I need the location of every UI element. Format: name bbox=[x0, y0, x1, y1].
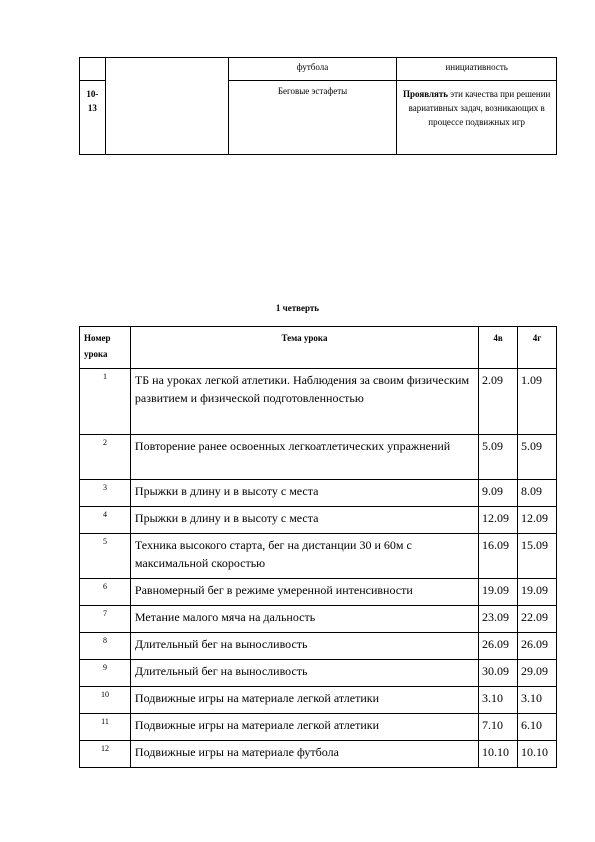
row-date-4v: 9.09 bbox=[479, 480, 518, 507]
row-date-4g: 6.10 bbox=[518, 714, 557, 741]
row-num: 2 bbox=[80, 435, 131, 480]
row-num: 7 bbox=[80, 606, 131, 633]
table-cell bbox=[397, 81, 557, 155]
row-topic: Прыжки в длину и в высоту с места bbox=[130, 480, 478, 507]
row-topic: Повторение ранее освоенных легкоатлетических упражнений bbox=[130, 435, 478, 480]
table-cell-num: 10- 13 bbox=[80, 81, 106, 155]
row-num: 8 bbox=[80, 633, 131, 660]
row-topic: Подвижные игры на материале футбола bbox=[130, 741, 478, 768]
row-date-4v: 3.10 bbox=[479, 687, 518, 714]
header-4v: 4в bbox=[479, 327, 518, 369]
row-num: 9 bbox=[80, 660, 131, 687]
table-row bbox=[80, 369, 557, 435]
table-row bbox=[80, 606, 557, 633]
row-date-4g: 29.09 bbox=[518, 660, 557, 687]
row-date-4v: 2.09 bbox=[479, 369, 518, 435]
table-row bbox=[80, 507, 557, 534]
table-row bbox=[80, 633, 557, 660]
table-header-row bbox=[80, 327, 557, 369]
row-date-4g: 22.09 bbox=[518, 606, 557, 633]
row-topic: Подвижные игры на материале легкой атлетики bbox=[130, 714, 478, 741]
row-date-4g: 3.10 bbox=[518, 687, 557, 714]
row-topic: Длительный бег на выносливость bbox=[130, 660, 478, 687]
table-cell bbox=[80, 58, 106, 81]
row-date-4v: 26.09 bbox=[479, 633, 518, 660]
row-date-4g: 12.09 bbox=[518, 507, 557, 534]
row-date-4v: 30.09 bbox=[479, 660, 518, 687]
row-date-4g: 15.09 bbox=[518, 534, 557, 579]
table-cell: футбола bbox=[228, 58, 397, 81]
row-topic: Длительный бег на выносливость bbox=[130, 633, 478, 660]
table-row bbox=[80, 480, 557, 507]
table-row bbox=[80, 534, 557, 579]
row-num: 12 bbox=[80, 741, 131, 768]
row-date-4g: 1.09 bbox=[518, 369, 557, 435]
row-date-4g: 26.09 bbox=[518, 633, 557, 660]
table-row bbox=[80, 435, 557, 480]
table-row bbox=[80, 741, 557, 768]
row-num: 3 bbox=[80, 480, 131, 507]
table-cell bbox=[105, 58, 228, 155]
row-topic: ТБ на уроках легкой атлетики. Наблюдения за своим физическим развитием и физической подготовленностью bbox=[130, 369, 478, 435]
cell-text: эти качества при решении вариативных задач, возникающих в процессе подвижных игр bbox=[408, 89, 551, 127]
table-cell: инициативность bbox=[397, 58, 557, 81]
row-date-4v: 23.09 bbox=[479, 606, 518, 633]
header-topic: Тема урока bbox=[130, 327, 478, 369]
row-date-4g: 19.09 bbox=[518, 579, 557, 606]
table-row bbox=[80, 687, 557, 714]
row-date-4v: 10.10 bbox=[479, 741, 518, 768]
lessons-table bbox=[79, 326, 557, 768]
header-4g: 4г bbox=[518, 327, 557, 369]
row-num: 4 bbox=[80, 507, 131, 534]
table-row bbox=[80, 579, 557, 606]
row-date-4g: 8.09 bbox=[518, 480, 557, 507]
row-num: 6 bbox=[80, 579, 131, 606]
row-num: 1 bbox=[80, 369, 131, 435]
row-topic: Равномерный бег в режиме умеренной интенсивности bbox=[130, 579, 478, 606]
row-date-4v: 7.10 bbox=[479, 714, 518, 741]
table-row bbox=[80, 660, 557, 687]
table-row bbox=[80, 58, 557, 81]
top-fragment-table bbox=[79, 57, 557, 155]
row-date-4g: 10.10 bbox=[518, 741, 557, 768]
header-num: Номер урока bbox=[80, 327, 131, 369]
row-date-4v: 16.09 bbox=[479, 534, 518, 579]
row-date-4v: 12.09 bbox=[479, 507, 518, 534]
row-topic: Подвижные игры на материале легкой атлетики bbox=[130, 687, 478, 714]
row-date-4g: 5.09 bbox=[518, 435, 557, 480]
row-topic: Техника высокого старта, бег на дистанции 30 и 60м с максимальной скоростью bbox=[130, 534, 478, 579]
section-heading: 1 четверть bbox=[275, 303, 320, 313]
row-date-4v: 5.09 bbox=[479, 435, 518, 480]
row-topic: Метание малого мяча на дальность bbox=[130, 606, 478, 633]
row-topic: Прыжки в длину и в высоту с места bbox=[130, 507, 478, 534]
row-num: 11 bbox=[80, 714, 131, 741]
table-cell: Беговые эстафеты bbox=[228, 81, 397, 155]
bold-text: Проявлять bbox=[403, 89, 449, 99]
row-num: 5 bbox=[80, 534, 131, 579]
table-row bbox=[80, 714, 557, 741]
row-date-4v: 19.09 bbox=[479, 579, 518, 606]
row-num: 10 bbox=[80, 687, 131, 714]
